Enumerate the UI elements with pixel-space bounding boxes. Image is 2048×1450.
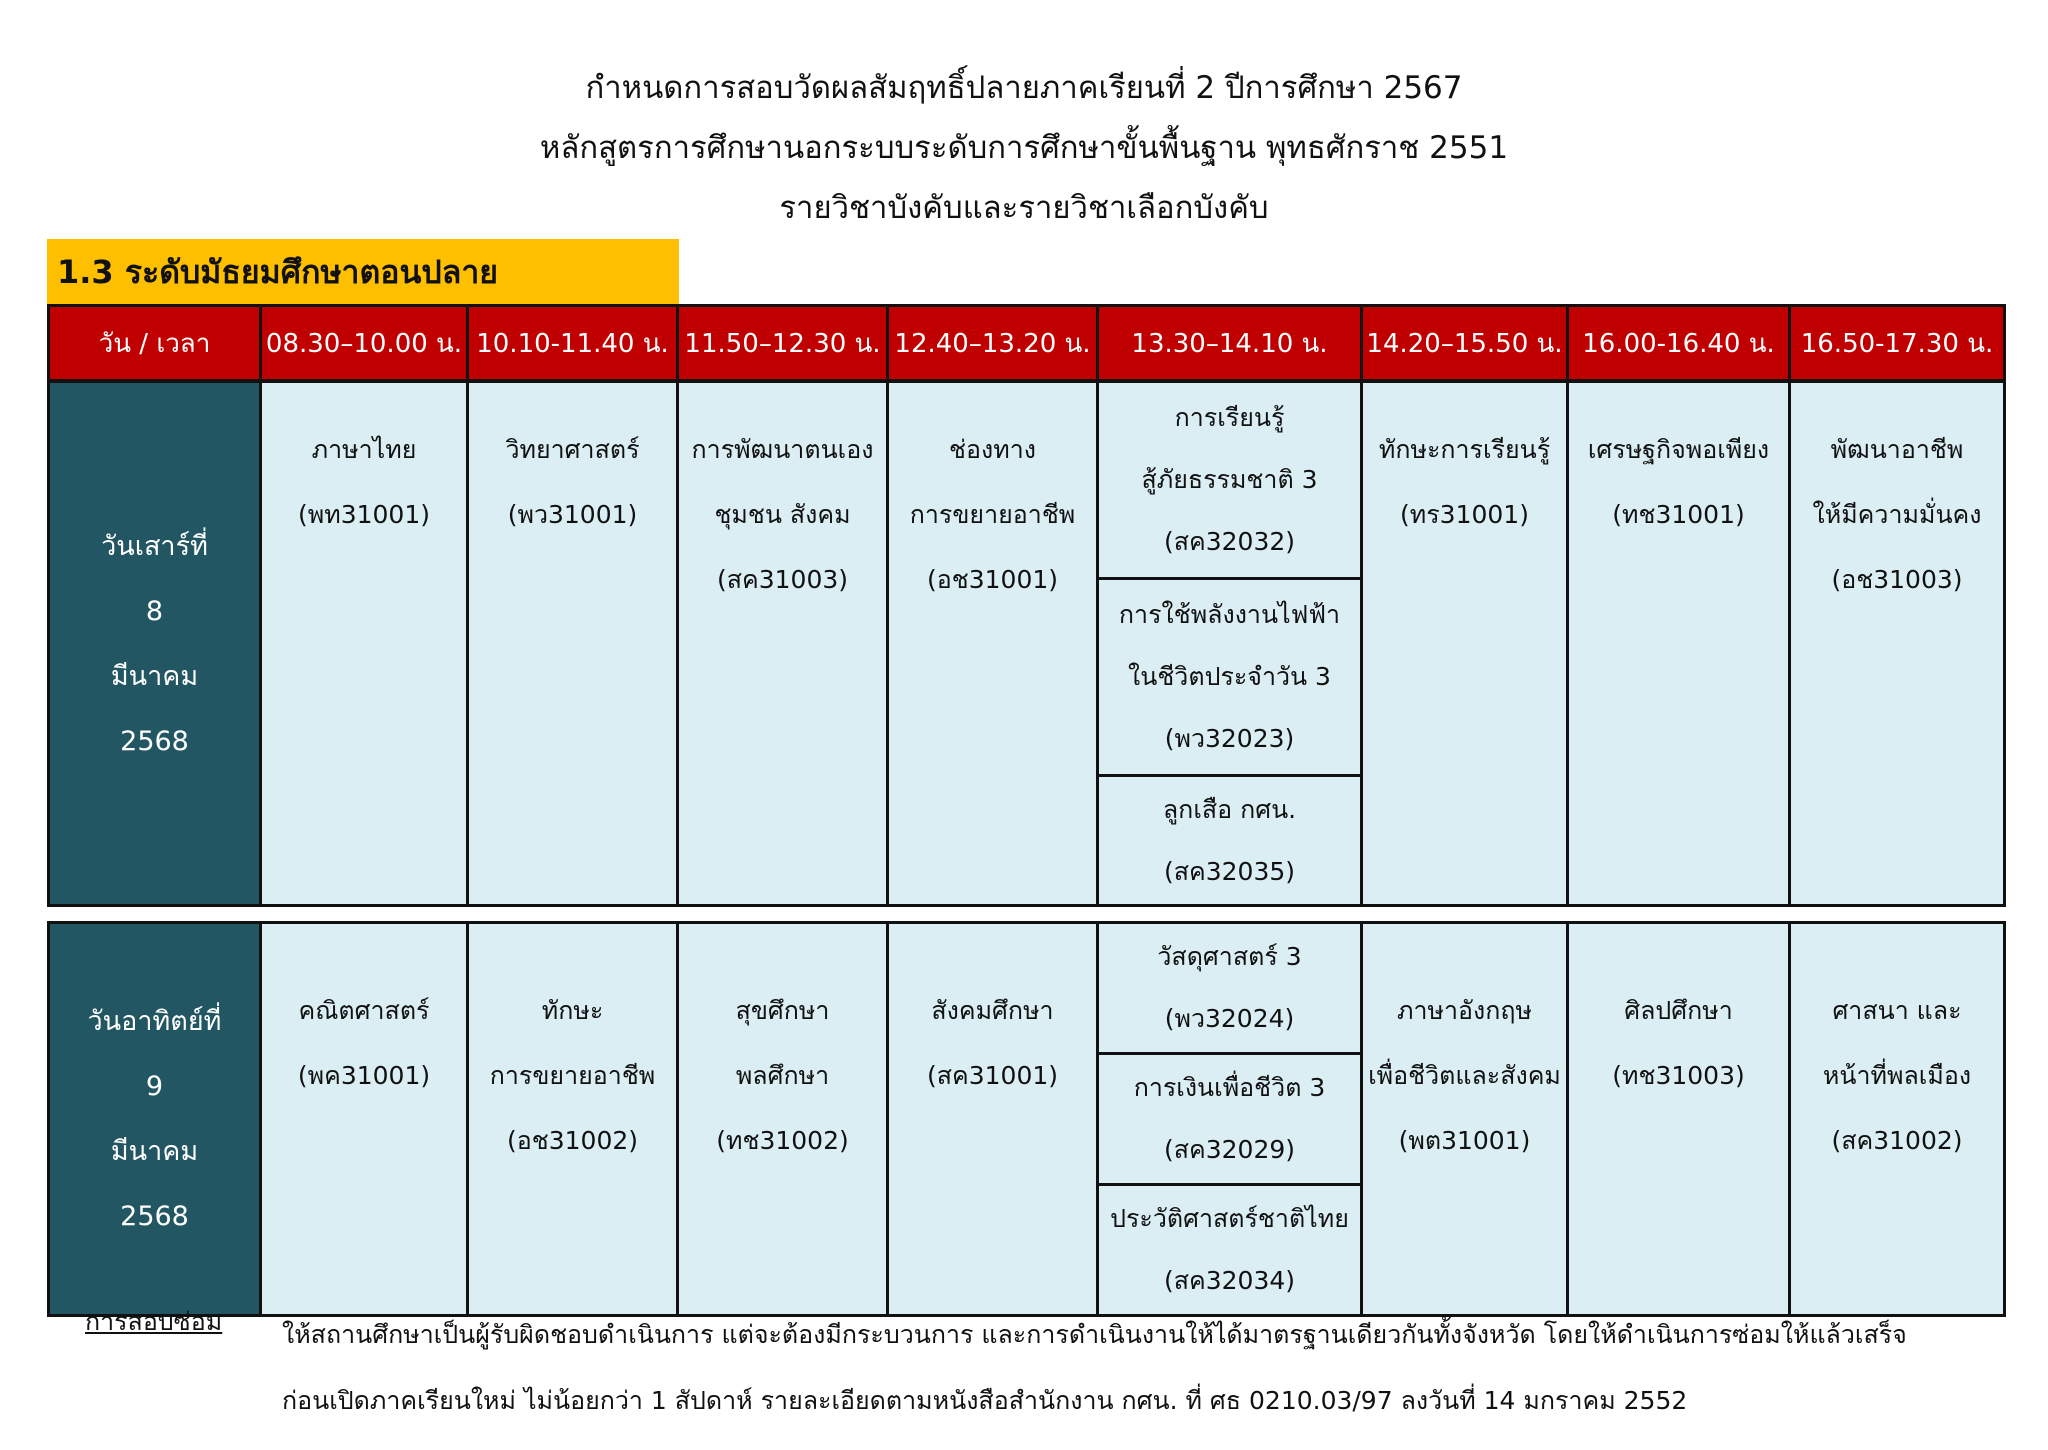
subject-name-2: สู้ภัยธรรมชาติ 3	[1141, 465, 1318, 494]
subject-code: (ทร31001)	[1400, 500, 1529, 529]
subject-name-2: เพื่อชีวิตและสังคม	[1368, 1061, 1561, 1090]
sat-slot-5	[1098, 382, 1362, 906]
subject-name: การใช้พลังงานไฟฟ้า	[1118, 600, 1341, 629]
sun-slot-4	[888, 923, 1098, 1316]
header-slot-8: 16.50-17.30 น.	[1790, 306, 2005, 381]
sat-slot-4	[888, 382, 1098, 906]
sun-slot-5-sub-1	[1099, 924, 1360, 1055]
subject-name: การเรียนรู้	[1174, 403, 1285, 432]
subject-name-2: ชุมชน สังคม	[714, 500, 851, 529]
subject-name: เศรษฐกิจพอเพียง	[1587, 435, 1770, 464]
subject-name: ทักษะการเรียนรู้	[1378, 435, 1551, 464]
subject-code: (สค31001)	[926, 1061, 1059, 1090]
sunday-day-cell	[49, 923, 261, 1316]
subject-name: คณิตศาสตร์	[298, 996, 430, 1025]
schedule-header	[47, 304, 2006, 382]
subject-code: (ทช31003)	[1612, 1061, 1745, 1090]
subject-code: (พว31001)	[507, 500, 638, 529]
subject-name-2: หน้าที่พลเมือง	[1822, 1061, 1972, 1090]
day-number: 8	[145, 595, 164, 627]
sat-slot-1	[261, 382, 468, 906]
sun-slot-5-sub-2	[1099, 1055, 1360, 1186]
sun-slot-3	[678, 923, 888, 1316]
subject-code: (สค31002)	[1831, 1126, 1963, 1155]
subject-code: (สค32034)	[1163, 1266, 1296, 1295]
day-month: มีนาคม	[110, 660, 199, 692]
subject-name: สังคมศึกษา	[931, 996, 1054, 1025]
document-title-block	[0, 58, 2048, 238]
subject-code: (สค32029)	[1163, 1135, 1296, 1164]
header-slot-3: 11.50–12.30 น.	[678, 306, 888, 381]
subject-code: (พท31001)	[298, 500, 430, 529]
subject-name: วิทยาศาสตร์	[505, 435, 640, 464]
sat-slot-3	[678, 382, 888, 906]
subject-code: (สค31003)	[716, 565, 849, 594]
sun-slot-8	[1790, 923, 2005, 1316]
sun-slot-1	[261, 923, 468, 1316]
subject-code: (ทช31001)	[1612, 500, 1745, 529]
subject-name: ช่องทาง	[949, 435, 1036, 464]
day-month: มีนาคม	[110, 1136, 199, 1167]
header-slot-4: 12.40–13.20 น.	[888, 306, 1098, 381]
subject-name: ภาษาอังกฤษ	[1396, 996, 1532, 1025]
day-number: 9	[145, 1071, 164, 1102]
sat-slot-7	[1568, 382, 1790, 906]
note-label: การสอบซ่อม	[85, 1307, 223, 1336]
note-line-2: ก่อนเปิดภาคเรียนใหม่ ไม่น้อยกว่า 1 สัปดาห์ รายละเอียดตามหนังสือสำนักงาน กศน. ที่ ศธ 0210.03/97 ลงวันที่ 14 มกราคม 2552	[282, 1386, 1688, 1415]
header-slot-7: 16.00-16.40 น.	[1568, 306, 1790, 381]
sun-slot-2	[468, 923, 678, 1316]
subject-code: (สค32032)	[1163, 527, 1296, 556]
subject-code: (พว32024)	[1164, 1004, 1295, 1033]
header-slot-1: 08.30–10.00 น.	[261, 306, 468, 381]
subject-name: ประวัติศาสตร์ชาติไทย	[1110, 1204, 1349, 1233]
subject-code: (อช31002)	[506, 1126, 639, 1155]
subject-name-2: ให้มีความมั่นคง	[1812, 500, 1982, 529]
subject-name: การพัฒนาตนเอง	[691, 435, 874, 464]
header-slot-5: 13.30–14.10 น.	[1098, 306, 1362, 381]
sun-slot-5-sub-3	[1099, 1186, 1360, 1314]
sun-slot-6	[1362, 923, 1568, 1316]
day-year: 2568	[120, 1201, 189, 1232]
subject-code: (พว32023)	[1164, 724, 1295, 753]
header-slot-2: 10.10-11.40 น.	[468, 306, 678, 381]
sunday-block	[47, 921, 2006, 1317]
subject-code: (อช31003)	[1831, 565, 1963, 594]
level-banner-label: 1.3 ระดับมัธยมศึกษาตอนปลาย	[57, 252, 499, 291]
day-label: วันเสาร์ที่	[101, 530, 208, 562]
sat-slot-8	[1790, 382, 2005, 906]
day-label: วันอาทิตย์ที่	[87, 1006, 222, 1037]
subject-name-2: ในชีวิตประจำวัน 3	[1128, 662, 1331, 691]
subject-name: การเงินเพื่อชีวิต 3	[1133, 1073, 1326, 1102]
subject-name: ศิลปศึกษา	[1624, 996, 1733, 1025]
saturday-block	[47, 380, 2006, 907]
sun-slot-7	[1568, 923, 1790, 1316]
subject-name: พัฒนาอาชีพ	[1830, 435, 1964, 464]
saturday-day-cell	[49, 382, 261, 906]
subject-name-2: พลศึกษา	[735, 1061, 830, 1090]
day-year: 2568	[120, 725, 189, 757]
subject-name: ศาสนา และ	[1832, 996, 1962, 1025]
sat-slot-2	[468, 382, 678, 906]
sat-slot-5-sub-2	[1099, 580, 1360, 777]
subject-code: (พค31001)	[297, 1061, 431, 1090]
sun-slot-5	[1098, 923, 1362, 1316]
sat-slot-5-sub-3	[1099, 777, 1360, 904]
subject-code: (สค32035)	[1163, 856, 1296, 886]
note-line-1: ให้สถานศึกษาเป็นผู้รับผิดชอบดำเนินการ แต่จะต้องมีกระบวนการ และการดำเนินงานให้ได้มาตรฐานเดียวกันทั้งจังหวัด โดยให้ดำเนินการซ่อมให้แล้วเสร็จ	[282, 1320, 1907, 1349]
title-line-3: รายวิชาบังคับและรายวิชาเลือกบังคับ	[779, 190, 1269, 226]
subject-code: (ทช31002)	[716, 1126, 849, 1155]
subject-code: (พต31001)	[1398, 1126, 1531, 1155]
sat-slot-5-sub-1	[1099, 383, 1360, 580]
subject-name-2: การขยายอาชีพ	[909, 500, 1076, 529]
note-text	[282, 1302, 2002, 1434]
title-line-1: กำหนดการสอบวัดผลสัมฤทธิ์ปลายภาคเรียนที่ 2 ปีการศึกษา 2567	[585, 70, 1463, 106]
subject-name: สุขศึกษา	[735, 996, 830, 1025]
header-day-time: วัน / เวลา	[49, 306, 261, 381]
subject-name: ทักษะ	[541, 996, 604, 1025]
subject-name: ลูกเสือ กศน.	[1162, 794, 1297, 824]
header-slot-6: 14.20–15.50 น.	[1362, 306, 1568, 381]
level-banner	[47, 239, 679, 305]
subject-code: (อช31001)	[926, 565, 1059, 594]
subject-name: ภาษาไทย	[311, 435, 417, 464]
subject-name: วัสดุศาสตร์ 3	[1157, 942, 1302, 971]
subject-name-2: การขยายอาชีพ	[489, 1061, 656, 1090]
title-line-2: หลักสูตรการศึกษานอกระบบระดับการศึกษาขั้นพื้นฐาน พุทธศักราช 2551	[539, 130, 1509, 166]
sat-slot-6	[1362, 382, 1568, 906]
